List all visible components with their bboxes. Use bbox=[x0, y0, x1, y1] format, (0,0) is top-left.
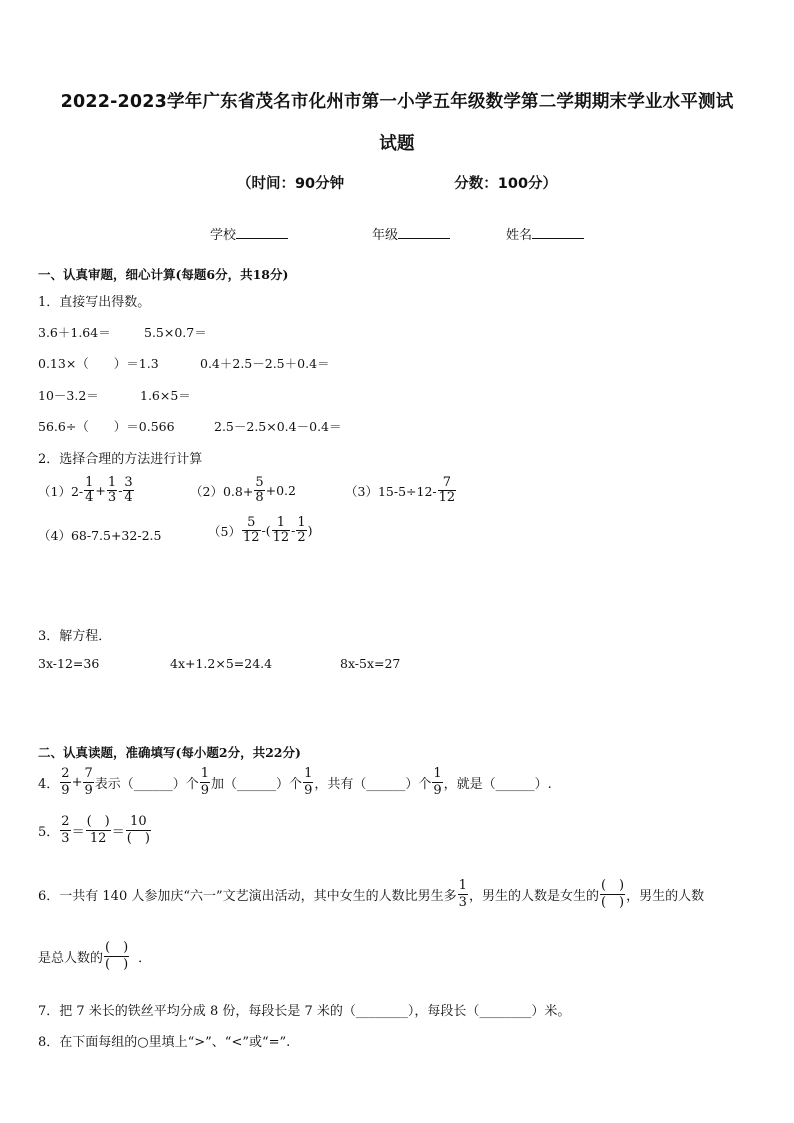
q3-label: 3．解方程． bbox=[38, 629, 112, 644]
section2-heading: 二、认真读题，准确填写(每小题2分，共22分) bbox=[38, 745, 301, 760]
exam-time: （时间：90分钟 bbox=[236, 176, 345, 192]
q4: 4． 2 9 + $\frac{7}{9}$ 表示（______）个 1 9 加（______）个 1 9 ，共有（______）个 1 9 ，就是（______）. bbox=[38, 766, 552, 798]
q1-label: 1．直接写出得数。 bbox=[38, 295, 151, 310]
q2-part4: （4）68-7.5+32-2.5 bbox=[38, 528, 162, 543]
document-title-line2: 试题 bbox=[379, 134, 415, 154]
name-label: 姓名 bbox=[506, 228, 533, 243]
q1-item: 5.5×0.7＝ bbox=[144, 325, 207, 340]
q2-part3: （3）15-5÷12- 7 12 bbox=[345, 475, 456, 505]
q2-label: 2．选择合理的方法进行计算 bbox=[38, 452, 203, 467]
grade-field[interactable] bbox=[372, 224, 450, 243]
q3-equation: 8x-5x=27 bbox=[340, 656, 401, 671]
section1-heading: 一、认真审题，细心计算(每题6分，共18分) bbox=[38, 267, 289, 282]
q1-item: 0.13×（ ）＝1.3 bbox=[38, 356, 159, 371]
q1-item: 56.6÷（ ）＝0.566 bbox=[38, 419, 175, 434]
exam-score: 分数：100分） bbox=[454, 176, 558, 192]
q6-line2: 是总人数的 ( ) ( ) ． bbox=[38, 940, 152, 972]
name-field[interactable] bbox=[506, 224, 584, 243]
q8: 8．在下面每组的○里填上“>”、“<”或“=”. bbox=[38, 1035, 291, 1050]
school-label: 学校 bbox=[210, 228, 237, 243]
exam-meta bbox=[0, 172, 794, 193]
q3-equation: 3x-12=36 bbox=[38, 656, 100, 671]
q1-item: 10－3.2＝ bbox=[38, 388, 99, 403]
q1-item: 3.6＋1.64＝ bbox=[38, 325, 111, 340]
q1-item: 1.6×5＝ bbox=[140, 388, 191, 403]
q2-part1: （1）2- 1 4 + $\frac{1}{3}$ - 3 4 bbox=[38, 475, 133, 505]
q2-part5: （5） 5 12 -( 1 12 - 1 2 ) bbox=[208, 515, 313, 545]
q7: 7．把 7 米长的铁丝平均分成 8 份，每段长是 7 米的（________），每段长（________）米。 bbox=[38, 1004, 571, 1019]
school-field[interactable] bbox=[210, 224, 288, 243]
q3-equation: 4x+1.2×5=24.4 bbox=[170, 656, 273, 671]
grade-label: 年级 bbox=[372, 228, 399, 243]
q5: 5． 2 3 ＝ ( ) 12 ＝ 10 ( ) bbox=[38, 814, 150, 846]
q1-item: 0.4＋2.5－2.5＋0.4＝ bbox=[200, 356, 330, 371]
document-title-line1: 2022-2023学年广东省茂名市化州市第一小学五年级数学第二学期期末学业水平测试 bbox=[60, 92, 734, 112]
q1-item: 2.5－2.5×0.4－0.4＝ bbox=[214, 419, 342, 434]
q2-part2: （2）0.8+ $\frac{5}{8}$ +0.2 bbox=[190, 475, 296, 505]
q6-line1: 6．一共有 140 人参加庆“六一”文艺演出活动，其中女生的人数比男生多 1 3 ，男生的人数是女生的 ( ) ( ) ，男生的人数 bbox=[38, 878, 705, 910]
